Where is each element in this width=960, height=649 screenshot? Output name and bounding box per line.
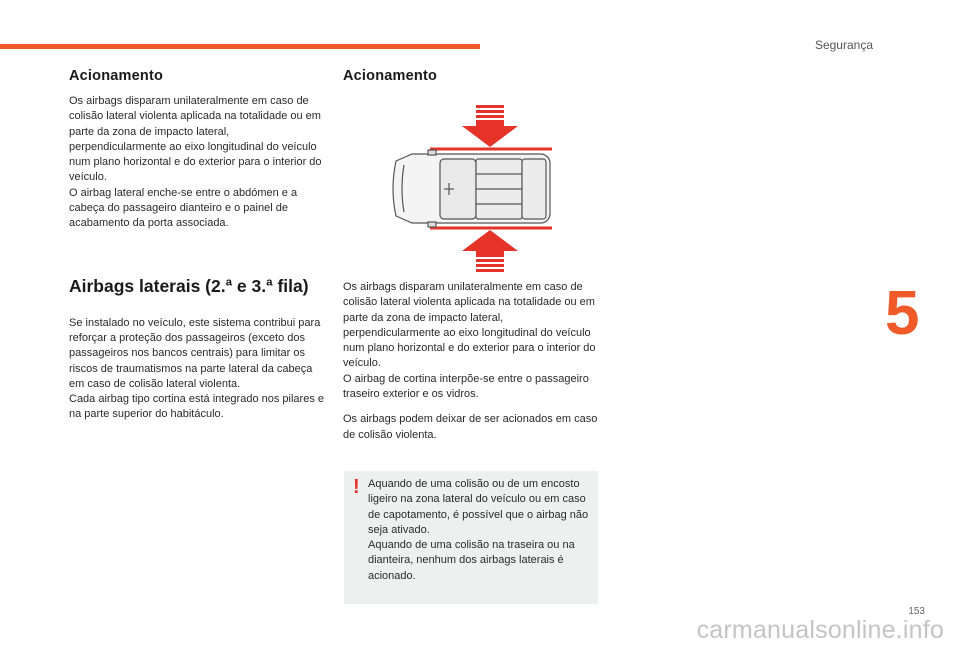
warning-paragraph-2: Aquando de uma colisão na traseira ou na dianteira, nenhum dos airbags laterais é acionado. xyxy=(368,539,575,582)
warning-exclamation-icon: ! xyxy=(353,476,360,498)
warning-box xyxy=(344,471,598,604)
right-paragraph-1: Os airbags disparam unilateralmente em caso de colisão lateral violenta aplicada na totalidade ou em parte da zona de impacto lateral, perpendicularmente ao eixo longitudinal do veículo num plano horizontal e do exterior para o interior do veículo. xyxy=(343,281,596,370)
heading-side-airbags: Airbags laterais (2.ª e 3.ª fila) xyxy=(69,275,309,296)
right-column xyxy=(343,68,601,94)
right-paragraph-3: Os airbags podem deixar de ser acionados em caso de colisão violenta. xyxy=(343,413,598,441)
page-number: 153 xyxy=(908,606,925,617)
heading-activation-left: Acionamento xyxy=(69,68,164,84)
section-title: Segurança xyxy=(814,38,873,52)
right-paragraph-2: O airbag de cortina interpõe-se entre o passageiro traseiro exterior e os vidros. xyxy=(343,372,589,401)
side-airbags-paragraph-1: Se instalado no veículo, este sistema contribui para reforçar a proteção dos passageiros (exceto dos passageiros nos bancos centrais) para limitar os riscos de traumatismos na parte lateral da cabeça em caso de colisão lateral violenta. xyxy=(69,316,321,390)
side-impact-diagram xyxy=(382,103,554,275)
activation-paragraph-1: Os airbags disparam unilateralmente em caso de colisão lateral violenta aplicada na totalidade ou em parte da zona de impacto lateral, perpendicularmente ao eixo longitudinal do veículo num plano horizontal e do exterior para o interior do veículo. xyxy=(69,95,322,184)
right-column-body xyxy=(343,280,601,443)
warning-text xyxy=(368,477,593,584)
impact-arrow-top xyxy=(462,105,518,147)
heading-activation-right: Acionamento xyxy=(343,68,438,84)
header-accent-bar xyxy=(0,44,480,49)
side-airbags-paragraph-2: Cada airbag tipo cortina está integrado nos pilares e na parte superior do habitáculo. xyxy=(69,393,324,421)
activation-paragraph-2: O airbag lateral enche-se entre o abdómen e a cabeça do passageiro dianteiro e o painel de acabamento da porta associada. xyxy=(69,186,298,230)
warning-paragraph-1: Aquando de uma colisão ou de um encosto ligeiro na zona lateral do veículo ou em caso de capotamento, é possível que o airbag não seja ativado. xyxy=(368,478,589,536)
left-column xyxy=(69,68,327,423)
watermark: carmanualsonline.info xyxy=(696,616,944,644)
impact-arrow-bottom xyxy=(462,230,518,272)
chapter-number: 5 xyxy=(885,279,920,348)
vehicle-top-view xyxy=(393,150,550,227)
